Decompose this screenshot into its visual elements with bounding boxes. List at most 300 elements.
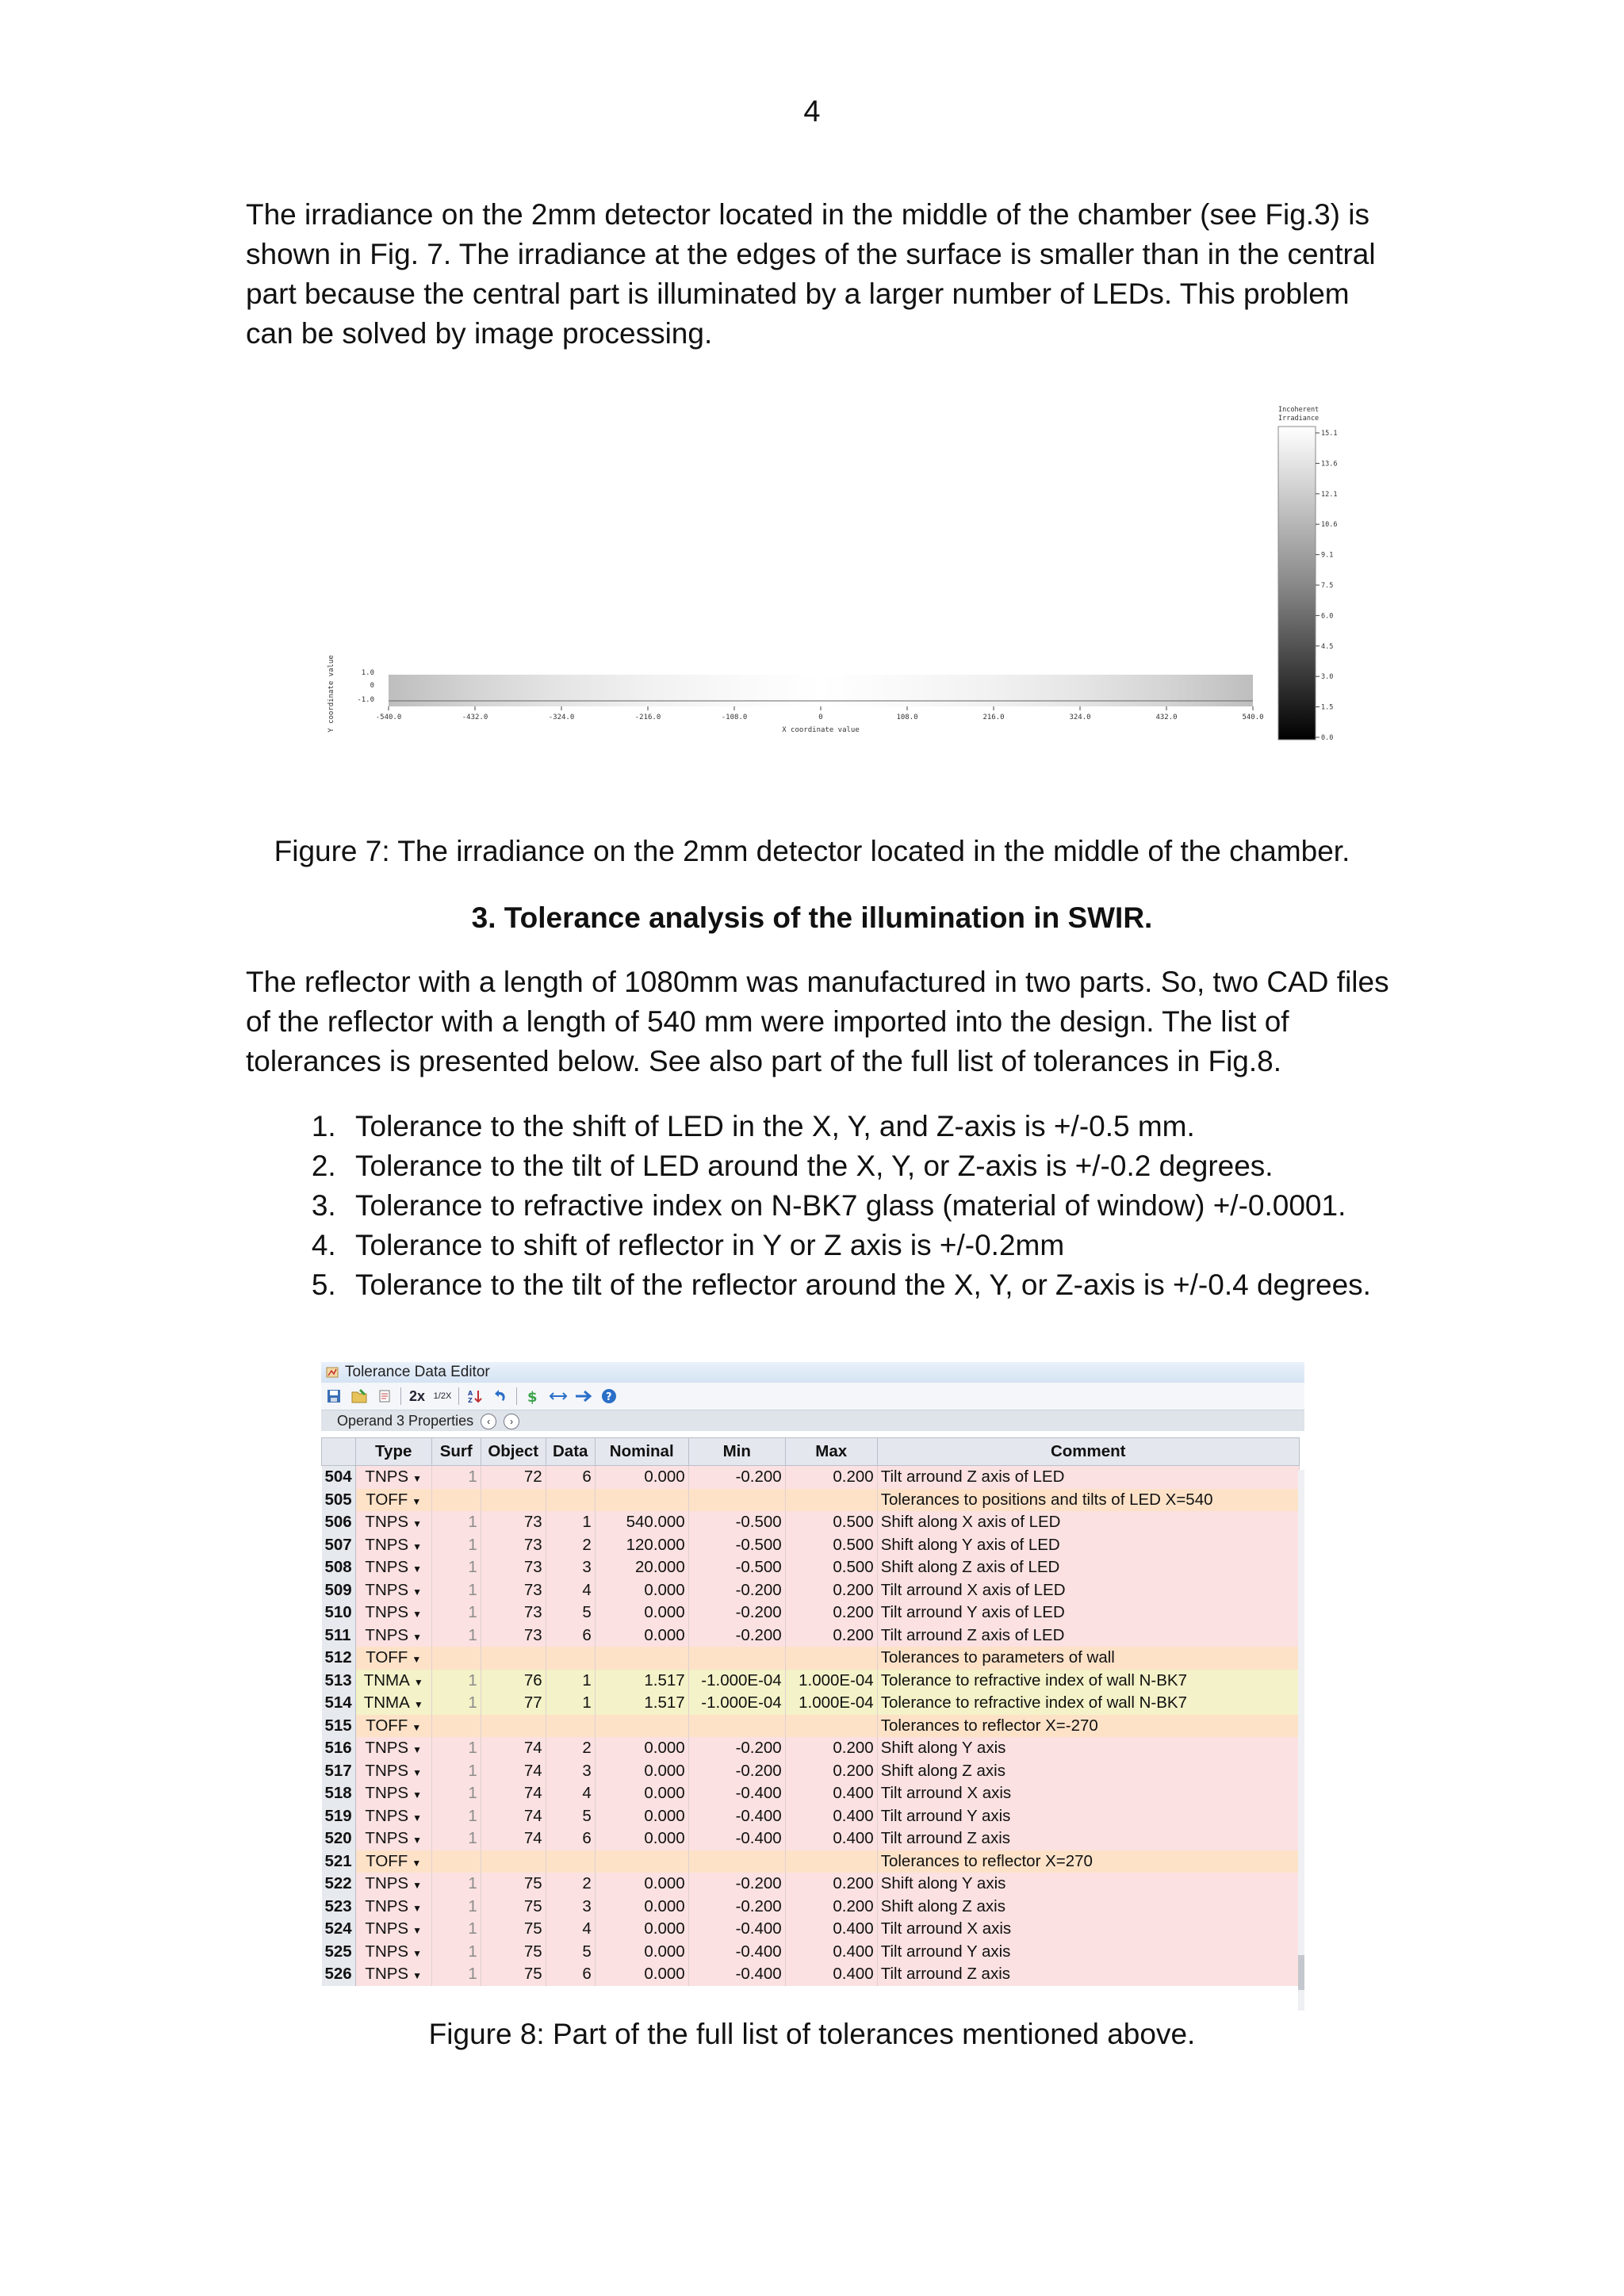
table-row[interactable] <box>322 1896 1300 1919</box>
type-dropdown-icon[interactable]: ▼ <box>412 1473 422 1485</box>
cell-surf[interactable] <box>431 1850 481 1873</box>
cell-max[interactable]: 0.400 <box>785 1963 877 1986</box>
type-dropdown-icon[interactable]: ▼ <box>412 1609 422 1621</box>
cell-type[interactable] <box>355 1624 431 1647</box>
cell-max[interactable]: 0.200 <box>785 1896 877 1919</box>
cell-data[interactable]: 2 <box>546 1737 595 1760</box>
type-dropdown-icon[interactable]: ▼ <box>412 1902 422 1914</box>
header-data[interactable]: Data <box>546 1438 595 1466</box>
cell-max[interactable]: 0.200 <box>785 1466 877 1489</box>
paragraph-reflector: The reflector with a length of 1080mm was manufactured in two parts. So, two CAD files of the reflector with a length of 540 mm were imported into the design. The list of tolerances is presented below. See also part of the full list of tolerances in Fig.8. <box>246 966 1389 1077</box>
cell-min[interactable]: -0.400 <box>688 1805 785 1828</box>
cell-data[interactable]: 5 <box>546 1601 595 1624</box>
row-number: 506 <box>322 1511 356 1534</box>
type-value: TNPS <box>365 1580 409 1599</box>
header-comment[interactable]: Comment <box>877 1438 1299 1466</box>
y-axis-label: Y coordinate value <box>327 655 335 733</box>
table-header-row <box>322 1438 1300 1466</box>
cell-object[interactable]: 75 <box>481 1941 546 1964</box>
cell-type[interactable] <box>355 1918 431 1941</box>
cell-object[interactable]: 73 <box>481 1534 546 1557</box>
cell-comment[interactable]: Shift along Y axis <box>877 1873 1299 1896</box>
cell-type[interactable] <box>355 1715 431 1738</box>
type-dropdown-icon[interactable]: ▼ <box>412 1563 422 1575</box>
cell-min[interactable]: -0.400 <box>688 1918 785 1941</box>
type-dropdown-icon[interactable]: ▼ <box>412 1586 422 1598</box>
cell-type[interactable] <box>355 1466 431 1489</box>
row-number: 509 <box>322 1579 356 1602</box>
cell-surf[interactable]: 1 <box>431 1760 481 1783</box>
cell-max[interactable] <box>785 1647 877 1670</box>
type-dropdown-icon[interactable]: ▼ <box>412 1654 422 1666</box>
cell-type[interactable] <box>355 1850 431 1873</box>
table-row[interactable] <box>322 1715 1300 1738</box>
cell-max[interactable]: 0.500 <box>785 1556 877 1579</box>
colorbar-tick-label: 0.0 <box>1321 734 1334 742</box>
type-dropdown-icon[interactable]: ▼ <box>412 1721 422 1733</box>
cell-nominal[interactable]: 0.000 <box>595 1896 688 1919</box>
cell-data[interactable]: 2 <box>546 1534 595 1557</box>
cell-data[interactable]: 1 <box>546 1692 595 1715</box>
type-dropdown-icon[interactable]: ▼ <box>412 1812 422 1823</box>
cell-comment[interactable]: Shift along Z axis of LED <box>877 1556 1299 1579</box>
cell-type[interactable] <box>355 1647 431 1670</box>
cell-type[interactable] <box>355 1489 431 1512</box>
y-tick-label: 0 <box>370 682 374 690</box>
cell-object[interactable]: 74 <box>481 1760 546 1783</box>
vertical-scrollbar[interactable] <box>1298 1470 1304 2011</box>
help-icon[interactable] <box>599 1386 619 1406</box>
cell-type[interactable] <box>355 1941 431 1964</box>
cell-nominal[interactable]: 0.000 <box>595 1737 688 1760</box>
cell-nominal[interactable] <box>595 1647 688 1670</box>
insert-rows-icon[interactable] <box>523 1386 542 1406</box>
cell-data[interactable] <box>546 1647 595 1670</box>
cell-nominal[interactable]: 0.000 <box>595 1918 688 1941</box>
cell-type[interactable] <box>355 1670 431 1693</box>
cell-object[interactable]: 74 <box>481 1827 546 1850</box>
cell-surf[interactable]: 1 <box>431 1670 481 1693</box>
cell-surf[interactable]: 1 <box>431 1896 481 1919</box>
figure-7-irradiance-plot <box>317 400 1338 757</box>
cell-surf[interactable]: 1 <box>431 1782 481 1805</box>
cell-max[interactable]: 0.200 <box>785 1624 877 1647</box>
cell-object[interactable]: 75 <box>481 1918 546 1941</box>
cell-nominal[interactable]: 0.000 <box>595 1624 688 1647</box>
cell-surf[interactable]: 1 <box>431 1737 481 1760</box>
cell-min[interactable]: -1.000E-04 <box>688 1692 785 1715</box>
cell-data[interactable]: 3 <box>546 1556 595 1579</box>
cell-nominal[interactable] <box>595 1489 688 1512</box>
cell-min[interactable]: -0.400 <box>688 1941 785 1964</box>
header-type[interactable]: Type <box>355 1438 431 1466</box>
cell-data[interactable]: 5 <box>546 1941 595 1964</box>
table-row[interactable] <box>322 1579 1300 1602</box>
cell-comment[interactable]: Tilt arround Y axis <box>877 1941 1299 1964</box>
table-row[interactable] <box>322 1601 1300 1624</box>
editor-title-bar <box>321 1362 1304 1383</box>
cell-object[interactable] <box>481 1715 546 1738</box>
table-row[interactable] <box>322 1941 1300 1964</box>
cell-max[interactable]: 1.000E-04 <box>785 1692 877 1715</box>
cell-surf[interactable]: 1 <box>431 1511 481 1534</box>
cell-data[interactable]: 6 <box>546 1466 595 1489</box>
x-tick-label: 108.0 <box>896 714 918 721</box>
table-row[interactable] <box>322 1511 1300 1534</box>
cell-comment[interactable]: Tilt arround Z axis of LED <box>877 1624 1299 1647</box>
type-dropdown-icon[interactable]: ▼ <box>412 1789 422 1801</box>
cell-surf[interactable]: 1 <box>431 1873 481 1896</box>
cell-comment[interactable]: Tilt arround Y axis <box>877 1805 1299 1828</box>
cell-min[interactable]: -0.200 <box>688 1873 785 1896</box>
cell-data[interactable]: 5 <box>546 1805 595 1828</box>
table-row[interactable] <box>322 1624 1300 1647</box>
row-number: 512 <box>322 1647 356 1670</box>
cell-nominal[interactable]: 0.000 <box>595 1873 688 1896</box>
cell-surf[interactable]: 1 <box>431 1466 481 1489</box>
cell-surf[interactable]: 1 <box>431 1963 481 1986</box>
type-value: TNPS <box>365 1603 409 1622</box>
cell-object[interactable] <box>481 1850 546 1873</box>
svg-text:$: $ <box>527 1389 538 1406</box>
cell-nominal[interactable]: 1.517 <box>595 1670 688 1693</box>
cell-comment[interactable]: Tilt arround Y axis of LED <box>877 1601 1299 1624</box>
cell-max[interactable]: 0.400 <box>785 1941 877 1964</box>
cell-min[interactable] <box>688 1850 785 1873</box>
row-number: 516 <box>322 1737 356 1760</box>
undo-icon[interactable] <box>491 1386 510 1406</box>
cell-surf[interactable]: 1 <box>431 1556 481 1579</box>
cell-min[interactable]: -0.500 <box>688 1534 785 1557</box>
type-dropdown-icon[interactable]: ▼ <box>412 1970 422 1982</box>
type-dropdown-icon[interactable]: ▼ <box>412 1495 422 1507</box>
cell-surf[interactable]: 1 <box>431 1692 481 1715</box>
type-dropdown-icon[interactable]: ▼ <box>412 1518 422 1530</box>
cell-comment[interactable]: Tilt arround Z axis <box>877 1963 1299 1986</box>
cell-type[interactable] <box>355 1805 431 1828</box>
row-number: 514 <box>322 1692 356 1715</box>
type-dropdown-icon[interactable]: ▼ <box>412 1947 422 1959</box>
type-value: TNPS <box>365 1535 409 1554</box>
row-number: 526 <box>322 1963 356 1986</box>
zoom-half-button[interactable]: 1/2X <box>433 1391 452 1401</box>
colorbar-title-line1: Incoherent <box>1278 406 1320 414</box>
type-dropdown-icon[interactable]: ▼ <box>412 1857 422 1869</box>
cell-comment[interactable]: Tolerances to reflector X=-270 <box>877 1715 1299 1738</box>
cell-max[interactable]: 0.200 <box>785 1873 877 1896</box>
cell-max[interactable]: 0.500 <box>785 1534 877 1557</box>
cell-data[interactable]: 6 <box>546 1827 595 1850</box>
cell-surf[interactable] <box>431 1647 481 1670</box>
cell-min[interactable]: -0.200 <box>688 1624 785 1647</box>
cell-nominal[interactable]: 20.000 <box>595 1556 688 1579</box>
cell-surf[interactable]: 1 <box>431 1579 481 1602</box>
cell-object[interactable]: 74 <box>481 1782 546 1805</box>
cell-max[interactable]: 0.200 <box>785 1737 877 1760</box>
cell-nominal[interactable]: 0.000 <box>595 1805 688 1828</box>
cell-data[interactable] <box>546 1850 595 1873</box>
cell-nominal[interactable] <box>595 1850 688 1873</box>
cell-nominal[interactable]: 0.000 <box>595 1827 688 1850</box>
colorbar-tick-label: 10.6 <box>1321 521 1338 530</box>
cell-object[interactable] <box>481 1489 546 1512</box>
row-number: 510 <box>322 1601 356 1624</box>
colorbar <box>1278 427 1316 740</box>
cell-type[interactable] <box>355 1601 431 1624</box>
cell-comment[interactable]: Shift along Z axis <box>877 1760 1299 1783</box>
cell-surf[interactable] <box>431 1715 481 1738</box>
zoom-2x-button[interactable]: 2x <box>408 1387 426 1404</box>
table-row[interactable] <box>322 1827 1300 1850</box>
cell-surf[interactable]: 1 <box>431 1534 481 1557</box>
cell-type[interactable] <box>355 1692 431 1715</box>
cell-max[interactable]: 1.000E-04 <box>785 1670 877 1693</box>
cell-comment[interactable]: Tilt arround X axis <box>877 1782 1299 1805</box>
table-row[interactable] <box>322 1670 1300 1693</box>
cell-object[interactable]: 75 <box>481 1963 546 1986</box>
cell-min[interactable]: -0.400 <box>688 1782 785 1805</box>
type-dropdown-icon[interactable]: ▼ <box>412 1835 422 1846</box>
table-row[interactable] <box>322 1647 1300 1670</box>
type-value: TNPS <box>365 1625 409 1644</box>
cell-type[interactable] <box>355 1963 431 1986</box>
type-value: TOFF <box>366 1851 408 1870</box>
tolerance-list-item: 1. Tolerance to the shift of LED in the X, Y, and Z-axis is +/-0.5 mm. <box>344 1107 1407 1146</box>
type-dropdown-icon[interactable]: ▼ <box>412 1925 422 1937</box>
colorbar-tick-label: 7.5 <box>1321 582 1334 590</box>
cell-surf[interactable]: 1 <box>431 1624 481 1647</box>
colorbar-tick-label: 1.5 <box>1321 703 1334 712</box>
cell-nominal[interactable]: 1.517 <box>595 1692 688 1715</box>
type-dropdown-icon[interactable]: ▼ <box>412 1744 422 1756</box>
cell-max[interactable]: 0.400 <box>785 1782 877 1805</box>
cell-comment[interactable]: Shift along X axis of LED <box>877 1511 1299 1534</box>
cell-nominal[interactable]: 0.000 <box>595 1466 688 1489</box>
cell-comment[interactable]: Tolerances to parameters of wall <box>877 1647 1299 1670</box>
colorbar-tick-label: 6.0 <box>1321 612 1334 621</box>
cell-comment[interactable]: Tolerances to reflector X=270 <box>877 1850 1299 1873</box>
cell-object[interactable]: 73 <box>481 1601 546 1624</box>
cell-min[interactable]: -0.200 <box>688 1737 785 1760</box>
cell-min[interactable]: -0.500 <box>688 1556 785 1579</box>
type-dropdown-icon[interactable]: ▼ <box>413 1699 423 1711</box>
x-tick-label: -324.0 <box>548 714 575 721</box>
header-surf[interactable]: Surf <box>431 1438 481 1466</box>
table-row[interactable] <box>322 1963 1300 1986</box>
cell-type[interactable] <box>355 1760 431 1783</box>
header-min[interactable]: Min <box>688 1438 785 1466</box>
cell-nominal[interactable]: 0.000 <box>595 1941 688 1964</box>
cell-type[interactable] <box>355 1579 431 1602</box>
load-icon[interactable] <box>350 1386 369 1406</box>
cell-object[interactable]: 73 <box>481 1556 546 1579</box>
cell-object[interactable]: 75 <box>481 1896 546 1919</box>
cell-type[interactable] <box>355 1737 431 1760</box>
cell-max[interactable]: 0.200 <box>785 1760 877 1783</box>
cell-object[interactable]: 73 <box>481 1624 546 1647</box>
cell-nominal[interactable]: 0.000 <box>595 1963 688 1986</box>
cell-max[interactable] <box>785 1850 877 1873</box>
cell-max[interactable] <box>785 1489 877 1512</box>
cell-data[interactable]: 6 <box>546 1624 595 1647</box>
cell-type[interactable] <box>355 1827 431 1850</box>
y-tick-label: 1.0 <box>361 669 374 677</box>
cell-min[interactable]: -0.200 <box>688 1466 785 1489</box>
next-operand-icon[interactable]: › <box>504 1414 519 1429</box>
type-dropdown-icon[interactable]: ▼ <box>412 1766 422 1778</box>
colorbar-title-line2: Irradiance <box>1278 415 1320 423</box>
cell-comment[interactable]: Tolerance to refractive index of wall N-BK7 <box>877 1692 1299 1715</box>
table-row[interactable] <box>322 1489 1300 1512</box>
table-row[interactable] <box>322 1918 1300 1941</box>
cell-surf[interactable]: 1 <box>431 1805 481 1828</box>
cell-object[interactable]: 74 <box>481 1737 546 1760</box>
tolerance-table <box>321 1437 1300 1986</box>
cell-nominal[interactable] <box>595 1715 688 1738</box>
x-tick-label: 432.0 <box>1155 714 1178 721</box>
cell-object[interactable]: 73 <box>481 1511 546 1534</box>
cell-comment[interactable]: Tilt arround X axis of LED <box>877 1579 1299 1602</box>
cell-comment[interactable]: Shift along Y axis <box>877 1737 1299 1760</box>
cell-type[interactable] <box>355 1511 431 1534</box>
x-tick-label: 0 <box>818 714 823 721</box>
cell-data[interactable]: 2 <box>546 1873 595 1896</box>
row-number: 523 <box>322 1896 356 1919</box>
type-dropdown-icon[interactable]: ▼ <box>412 1880 422 1892</box>
cell-type[interactable] <box>355 1556 431 1579</box>
cell-surf[interactable]: 1 <box>431 1827 481 1850</box>
cell-object[interactable]: 75 <box>481 1873 546 1896</box>
cell-nominal[interactable]: 0.000 <box>595 1760 688 1783</box>
x-tick-label: 216.0 <box>982 714 1005 721</box>
cell-comment[interactable]: Tolerances to positions and tilts of LED X=540 <box>877 1489 1299 1512</box>
cell-object[interactable] <box>481 1647 546 1670</box>
cell-min[interactable] <box>688 1647 785 1670</box>
cell-data[interactable]: 4 <box>546 1579 595 1602</box>
table-row[interactable] <box>322 1692 1300 1715</box>
cell-nominal[interactable]: 540.000 <box>595 1511 688 1534</box>
tolerance-data-editor <box>321 1362 1304 2011</box>
cell-comment[interactable]: Tilt arround X axis <box>877 1918 1299 1941</box>
cell-type[interactable] <box>355 1534 431 1557</box>
cell-type[interactable] <box>355 1873 431 1896</box>
cell-surf[interactable]: 1 <box>431 1601 481 1624</box>
cell-object[interactable]: 77 <box>481 1692 546 1715</box>
cell-nominal[interactable]: 120.000 <box>595 1534 688 1557</box>
cell-max[interactable]: 0.400 <box>785 1918 877 1941</box>
cell-nominal[interactable]: 0.000 <box>595 1782 688 1805</box>
cell-data[interactable]: 4 <box>546 1782 595 1805</box>
cell-max[interactable]: 0.400 <box>785 1827 877 1850</box>
table-row[interactable] <box>322 1850 1300 1873</box>
cell-min[interactable]: -0.500 <box>688 1511 785 1534</box>
cell-data[interactable]: 1 <box>546 1511 595 1534</box>
cell-nominal[interactable]: 0.000 <box>595 1601 688 1624</box>
type-value: TNMA <box>363 1693 410 1712</box>
cell-min[interactable]: -0.400 <box>688 1963 785 1986</box>
table-row[interactable] <box>322 1873 1300 1896</box>
type-dropdown-icon[interactable]: ▼ <box>413 1676 423 1688</box>
type-dropdown-icon[interactable]: ▼ <box>412 1631 422 1643</box>
cell-max[interactable]: 0.200 <box>785 1601 877 1624</box>
cell-surf[interactable]: 1 <box>431 1918 481 1941</box>
header-nominal[interactable]: Nominal <box>595 1438 688 1466</box>
x-tick-label: -216.0 <box>634 714 661 721</box>
cell-min[interactable]: -0.200 <box>688 1896 785 1919</box>
type-dropdown-icon[interactable]: ▼ <box>412 1540 422 1552</box>
type-value: TNPS <box>365 1919 409 1938</box>
cell-comment[interactable]: Tilt arround Z axis <box>877 1827 1299 1850</box>
cell-min[interactable]: -0.200 <box>688 1601 785 1624</box>
cell-data[interactable] <box>546 1489 595 1512</box>
operand-properties-label: Operand 3 Properties <box>337 1413 474 1429</box>
cell-object[interactable]: 72 <box>481 1466 546 1489</box>
cell-max[interactable] <box>785 1715 877 1738</box>
cell-comment[interactable]: Tilt arround Z axis of LED <box>877 1466 1299 1489</box>
header-object[interactable]: Object <box>481 1438 546 1466</box>
cell-nominal[interactable]: 0.000 <box>595 1579 688 1602</box>
type-value: TOFF <box>366 1648 408 1667</box>
row-number: 504 <box>322 1466 356 1489</box>
cell-max[interactable]: 0.400 <box>785 1805 877 1828</box>
cell-object[interactable]: 73 <box>481 1579 546 1602</box>
right-arrow-icon[interactable] <box>574 1386 593 1406</box>
cell-max[interactable]: 0.500 <box>785 1511 877 1534</box>
table-row[interactable] <box>322 1760 1300 1783</box>
table-row[interactable] <box>322 1782 1300 1805</box>
table-row[interactable] <box>322 1805 1300 1828</box>
cell-data[interactable]: 4 <box>546 1918 595 1941</box>
print-icon[interactable] <box>375 1386 394 1406</box>
sort-icon[interactable] <box>465 1386 485 1406</box>
cell-min[interactable]: -0.400 <box>688 1827 785 1850</box>
cell-min[interactable] <box>688 1715 785 1738</box>
cell-object[interactable]: 76 <box>481 1670 546 1693</box>
scrollbar-thumb[interactable] <box>1298 1955 1304 1990</box>
cell-comment[interactable]: Shift along Z axis <box>877 1896 1299 1919</box>
save-icon[interactable] <box>324 1386 343 1406</box>
row-number: 507 <box>322 1534 356 1557</box>
cell-comment[interactable]: Tolerance to refractive index of wall N-BK7 <box>877 1670 1299 1693</box>
cell-type[interactable] <box>355 1782 431 1805</box>
cell-object[interactable]: 74 <box>481 1805 546 1828</box>
row-number: 508 <box>322 1556 356 1579</box>
operand-properties-bar[interactable] <box>321 1410 1304 1431</box>
cell-data[interactable] <box>546 1715 595 1738</box>
table-row[interactable] <box>322 1466 1300 1489</box>
link-arrows-icon[interactable] <box>549 1386 568 1406</box>
cell-surf[interactable] <box>431 1489 481 1512</box>
cell-min[interactable]: -0.200 <box>688 1579 785 1602</box>
cell-max[interactable]: 0.200 <box>785 1579 877 1602</box>
cell-min[interactable]: -0.200 <box>688 1760 785 1783</box>
cell-surf[interactable]: 1 <box>431 1941 481 1964</box>
cell-min[interactable] <box>688 1489 785 1512</box>
table-row[interactable] <box>322 1534 1300 1557</box>
table-row[interactable] <box>322 1737 1300 1760</box>
header-max[interactable]: Max <box>785 1438 877 1466</box>
cell-data[interactable]: 1 <box>546 1670 595 1693</box>
cell-comment[interactable]: Shift along Y axis of LED <box>877 1534 1299 1557</box>
cell-data[interactable]: 3 <box>546 1760 595 1783</box>
tolerance-list-item: 2. Tolerance to the tilt of LED around the X, Y, or Z-axis is +/-0.2 degrees. <box>344 1146 1407 1186</box>
cell-data[interactable]: 6 <box>546 1963 595 1986</box>
previous-operand-icon[interactable]: ‹ <box>481 1414 496 1429</box>
table-row[interactable] <box>322 1556 1300 1579</box>
cell-data[interactable]: 3 <box>546 1896 595 1919</box>
cell-type[interactable] <box>355 1896 431 1919</box>
cell-min[interactable]: -1.000E-04 <box>688 1670 785 1693</box>
